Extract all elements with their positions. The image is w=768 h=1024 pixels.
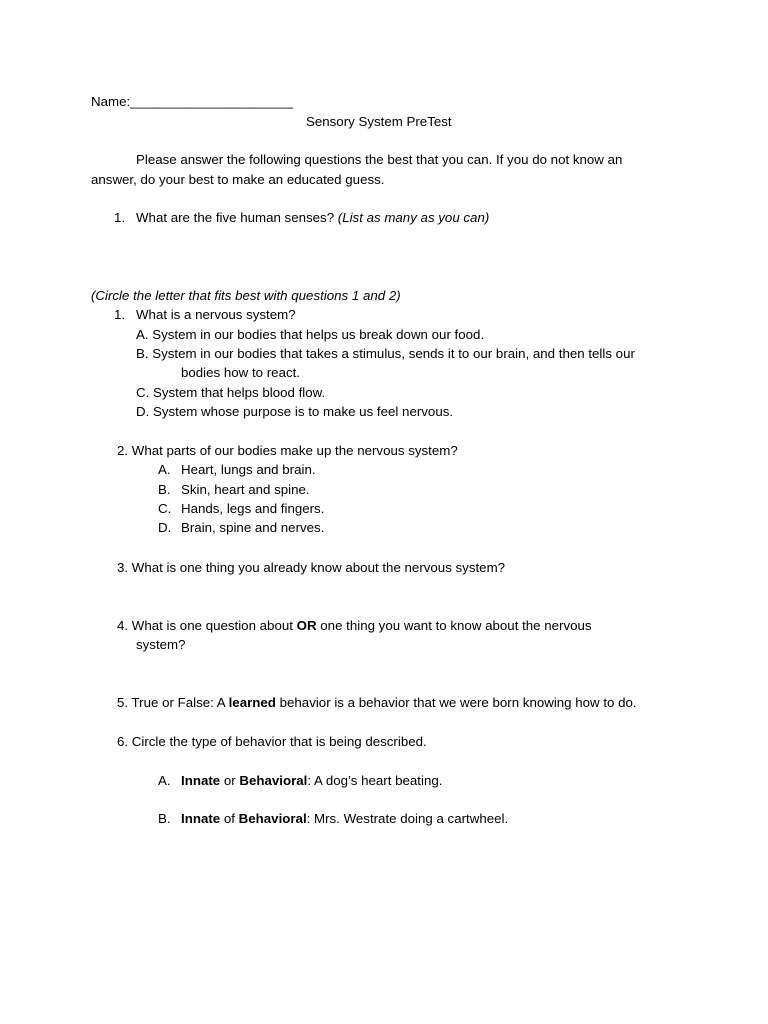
intro-line-1: Please answer the following questions the best that you can. If you do not know an: [136, 152, 623, 167]
option-a: Innate or Behavioral: A dog’s heart beating.: [181, 773, 443, 788]
option-b-continued: bodies how to react.: [181, 365, 301, 380]
option-d: D. System whose purpose is to make us feel nervous.: [136, 404, 454, 419]
question-text: What is a nervous system?: [136, 307, 296, 322]
question-5: 5. True or False: A learned behavior is a behavior that we were born knowing how to do.: [117, 695, 637, 710]
option-letter: A.: [158, 773, 171, 788]
option-letter: B.: [158, 811, 171, 826]
option-a: A. System in our bodies that helps us break down our food.: [136, 327, 485, 342]
question-number: 1.: [114, 307, 126, 322]
question-number: 1.: [114, 210, 126, 225]
name-field-label: Name:______________________: [91, 94, 293, 109]
option-b: B. System in our bodies that takes a stimulus, sends it to our brain, and then tells our: [136, 346, 635, 361]
option-c: Hands, legs and fingers.: [181, 501, 325, 516]
intro-line-2: answer, do your best to make an educated guess.: [91, 172, 385, 187]
question-text-line-2: system?: [136, 637, 186, 652]
question-3: 3. What is one thing you already know about the nervous system?: [117, 560, 506, 575]
option-b: Innate of Behavioral: Mrs. Westrate doing a cartwheel.: [181, 811, 509, 826]
circle-instruction: (Circle the letter that fits best with questions 1 and 2): [91, 288, 401, 303]
option-c: C. System that helps blood flow.: [136, 385, 326, 400]
option-letter: C.: [158, 501, 172, 516]
question-text: 2. What parts of our bodies make up the nervous system?: [117, 443, 458, 458]
option-d: Brain, spine and nerves.: [181, 520, 325, 535]
emphasis-or: OR: [296, 618, 317, 633]
question-hint: (List as many as you can): [337, 210, 490, 225]
option-letter: B.: [158, 482, 171, 497]
question-text: 6. Circle the type of behavior that is being described.: [117, 734, 427, 749]
question-text-cont: one thing you want to know about the nervous: [316, 618, 592, 633]
question-text: 4. What is one question about: [117, 618, 297, 633]
option-a: Heart, lungs and brain.: [181, 462, 316, 477]
option-letter: D.: [158, 520, 172, 535]
emphasis-learned: learned: [228, 695, 276, 710]
option-letter: A.: [158, 462, 171, 477]
page-title: Sensory System PreTest: [306, 114, 452, 129]
option-b: Skin, heart and spine.: [181, 482, 310, 497]
question-text: What are the five human senses?: [136, 210, 338, 225]
